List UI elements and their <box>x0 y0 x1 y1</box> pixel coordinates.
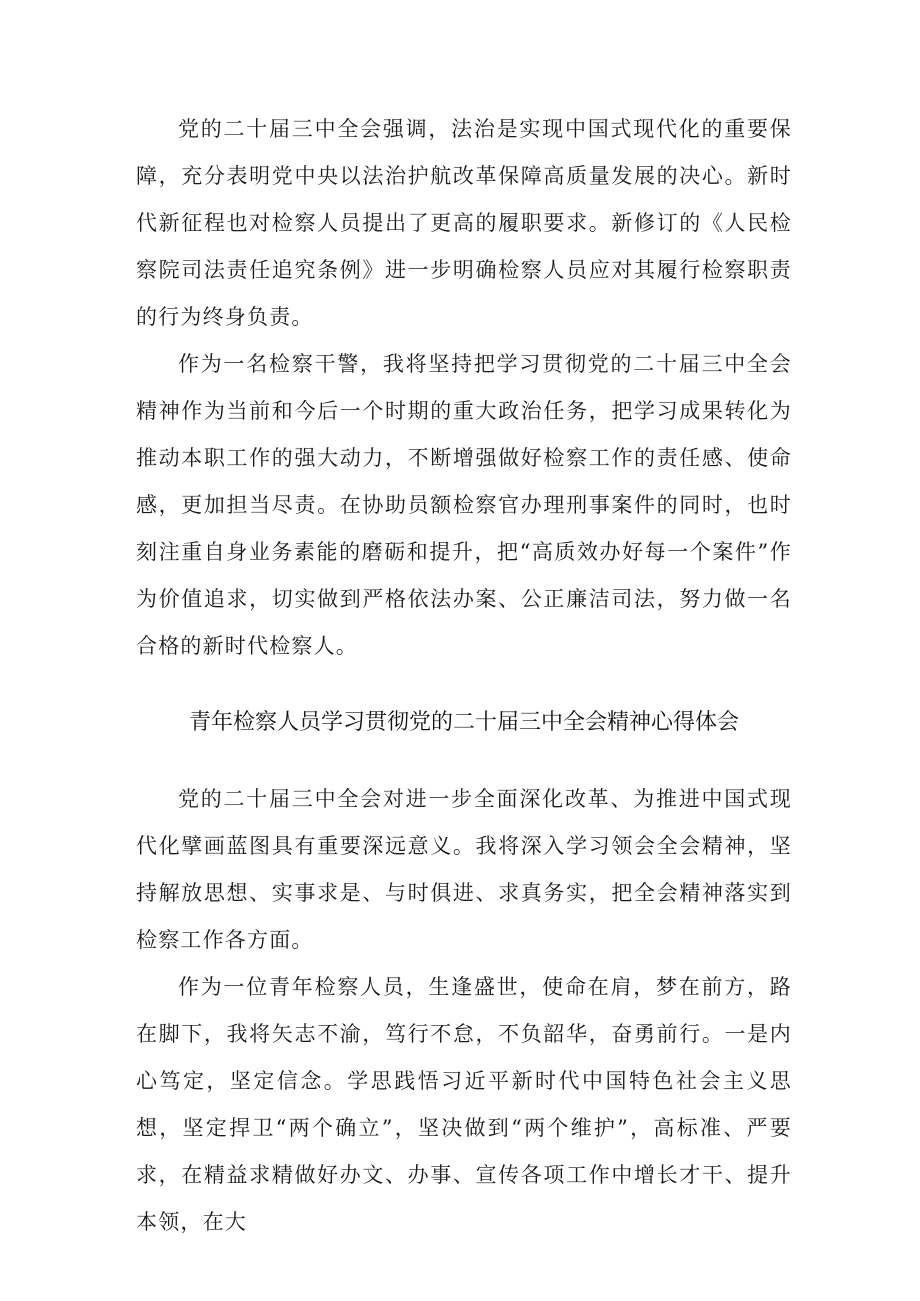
paragraph: 作为一名检察干警，我将坚持把学习贯彻党的二十届三中全会精神作为当前和今后一个时期的重大政治任务，把学习成果转化为推动本职工作的强大动力，不断增强做好检察工作的责任感、使命感，更加担当尽责。在协助员额检察官办理刑事案件的同时，也时刻注重自身业务素能的磨砺和提升，把“高质效办好每一个案件”作为价值追求，切实做到严格依法办案、公正廉洁司法，努力做一名合格的新时代检察人。 <box>136 352 792 658</box>
paragraph: 作为一位青年检察人员，生逢盛世，使命在肩，梦在前方，路在脚下，我将矢志不渝，笃行不怠，不负韶华，奋勇前行。一是内心笃定，坚定信念。学思践悟习近平新时代中国特色社会主义思想，坚定捍卫“两个确立”，坚决做到“两个维护”，高标准、严要求，在精益求精做好办文、办事、宣传各项工作中增长才干、提升本领，在大 <box>136 975 792 1234</box>
paragraph: 党的二十届三中全会强调，法治是实现中国式现代化的重要保障，充分表明党中央以法治护航改革保障高质量发展的决心。新时代新征程也对检察人员提出了更高的履职要求。新修订的《人民检察院司法责任追究条例》进一步明确检察人员应对其履行检察职责的行为终身负责。 <box>136 117 792 329</box>
paragraph: 党的二十届三中全会对进一步全面深化改革、为推进中国式现代化擘画蓝图具有重要深远意义。我将深入学习领会全会精神，坚持解放思想、实事求是、与时俱进、求真务实，把全会精神落实到检察工作各方面。 <box>136 787 792 952</box>
section-title: 青年检察人员学习贯彻党的二十届三中全会精神心得体会 <box>188 710 739 735</box>
document-body <box>136 106 792 1246</box>
